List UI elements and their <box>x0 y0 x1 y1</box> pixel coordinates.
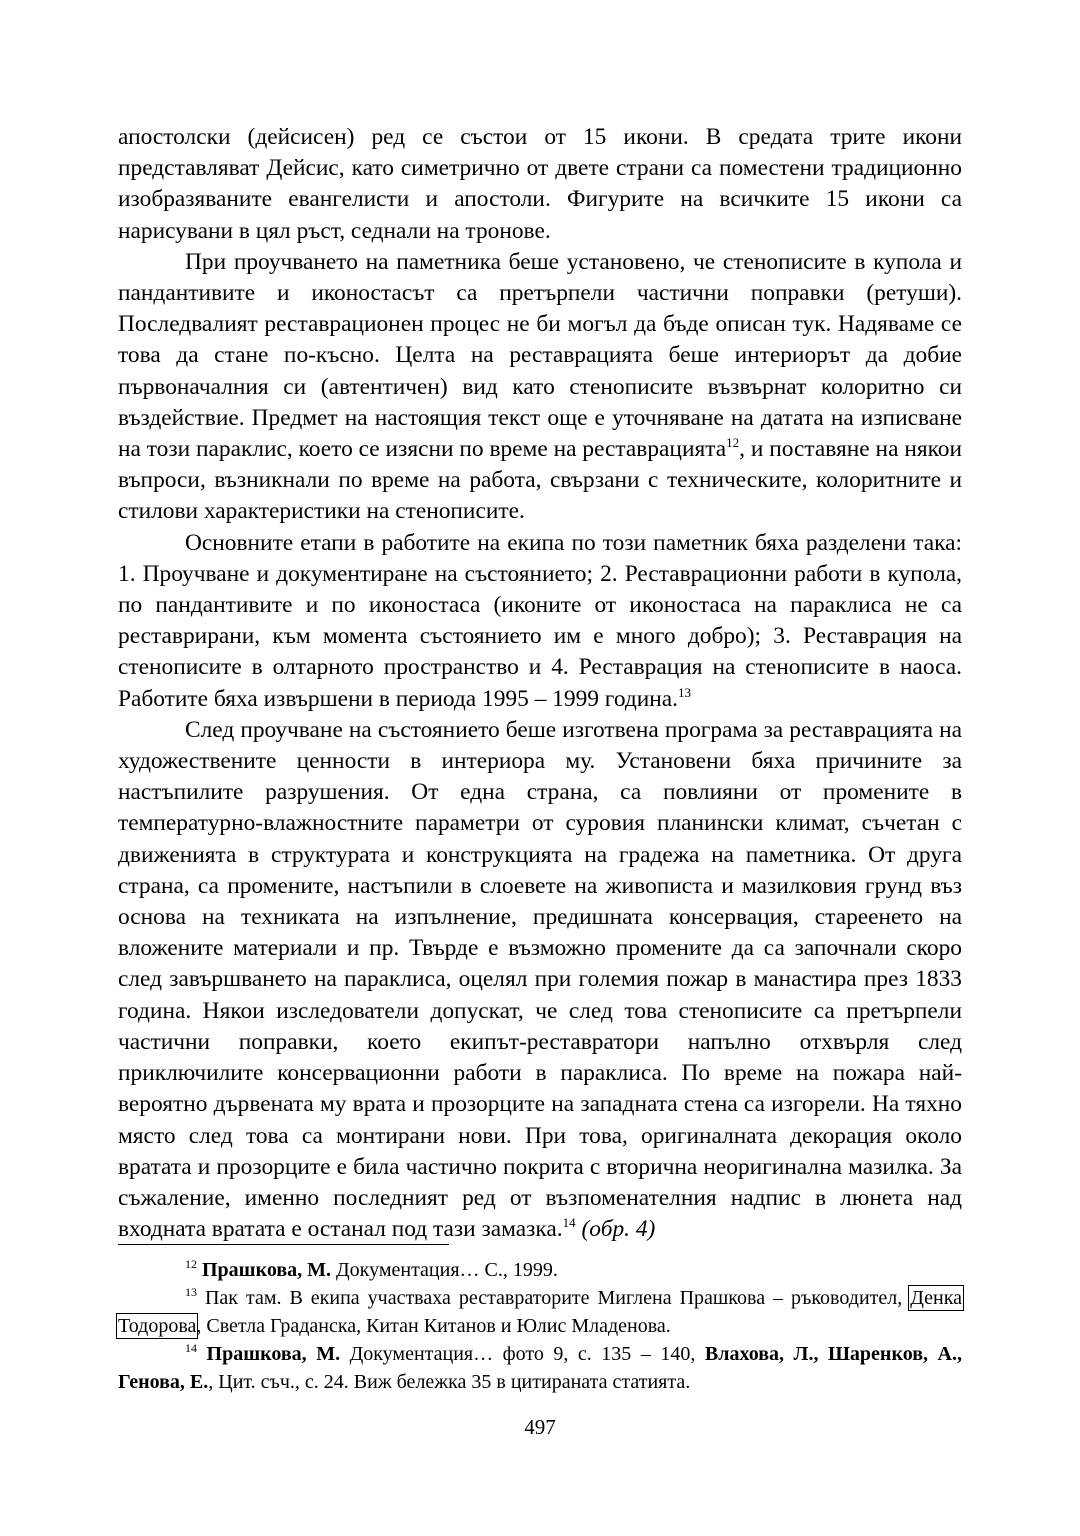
footnote-12-text: Документация… С., 1999. <box>331 1259 558 1281</box>
footnote-14-text-b: , Цит. съч., с. 24. Виж бележка 35 в цитираната статията. <box>208 1371 691 1393</box>
footnote-12 <box>118 1256 962 1284</box>
footnote-13-text-a: Пак там. В екипа участваха реставраторите Миглена Прашкова – ръководител, <box>197 1287 911 1309</box>
footnote-14-author-1: Прашкова, М. <box>206 1343 341 1365</box>
footnote-14-number: 14 <box>185 1341 197 1355</box>
footnote-13 <box>118 1284 962 1340</box>
footnote-14-author-2: Влахова, Л., Шаренков, А., Генова, Е. <box>118 1343 962 1393</box>
paragraph-2-text-b: , и поставяне на някои въпроси, възникнали по време на работа, свързани с техническите, колоритните и стилови характеристики на стенописите. <box>118 436 962 525</box>
paragraph-1-text: апостолски (дейсисен) ред се състои от 15 икони. В средата трите икони представляват Дейсис, като симетрично от двете страни са поместени традиционно изобразяваните евангелисти и апостоли. Фигурите на всичките 15 икони са нарисувани в цял ръст, седнали на тронове. <box>118 124 962 244</box>
footnote-ref-12[interactable]: 12 <box>726 435 740 451</box>
paragraph-4 <box>118 715 962 1245</box>
footnotes <box>118 1256 962 1396</box>
figure-reference[interactable]: (обр. 4) <box>581 1216 656 1243</box>
footnote-14-text-a: Документация… фото 9, с. 135 – 140, <box>340 1343 705 1365</box>
footnote-13-text-b: , Светла Граданска, Китан Китанов и Юлис Младенова. <box>196 1315 671 1337</box>
paragraph-2-text-a: При проучването на паметника беше установено, че стенописите в купола и пандантивите и иконостасът са претърпели частични поправки (ретуши). Последвалият реставрационен процес не би могъл да бъде описан тук. Надяваме се това да стане по-късно. Целта на реставрацията беше интериорът да добие първоначалния си (автентичен) вид като стенописите възвърнат колоритно си въздействие. Предмет на настоящия текст още е уточняване на датата на изписване на този параклис, което се изясни по време на реставрацията <box>118 248 962 463</box>
footnote-ref-13[interactable]: 13 <box>678 684 692 700</box>
body-text <box>118 122 962 1245</box>
paragraph-2 <box>118 247 962 528</box>
footnote-14 <box>118 1340 962 1396</box>
paragraph-3 <box>118 528 962 715</box>
highlighted-name-box[interactable]: Денка Тодорова <box>118 1287 962 1337</box>
paragraph-1 <box>118 122 962 247</box>
paragraph-3-text: Основните етапи в работите на екипа по този паметник бяха разделени така: 1. Проучване и документиране на състоянието; 2. Реставрационни работи в купола, по пандантивите и по иконостаса (иконите от иконостаса на параклиса не са реставрирани, към момента състоянието им е много добро); 3. Реставрация на стенописите в олтарното пространство и 4. Реставрация на стенописите в наоса. Работите бяха извършени в периода 1995 – 1999 година. <box>118 529 962 712</box>
paragraph-4-text: След проучване на състоянието беше изготвена програма за реставрацията на художествените ценности в интериора му. Установени бяха причините за настъпилите разрушения. От една страна, са повлияни от промените в температурно-влажностните параметри от суровия планински климат, съчетан с движенията в структурата и конструкцията на градежа на паметника. От друга страна, са промените, настъпили в слоевете на живописта и мазилковия грунд въз основа на техниката на изпълнение, предишната консервация, стареенето на вложените материали и пр. Твърде е възможно промените да са започнали скоро след завършването на параклиса, оцелял при големия пожар в манастира през 1833 година. Някои изследователи допускат, че след това стенописите са претърпели частични поправки, което екипът-реставратори напълно отхвърля след приключилите консервационни работи в параклиса. По време на пожара най-вероятно дървената му врата и прозорците на западната стена са изгорели. На тяхно място след това са монтирани нови. При това, оригиналната декорация около вратата и прозорците е била частично покрита с вторична неоригинална мазилка. За съжаление, именно последният ред от възпоменателния надпис в люнета над входната вратата е останал под тази замазка. <box>118 716 962 1243</box>
footnote-ref-14[interactable]: 14 <box>562 1215 576 1231</box>
footnote-12-number: 12 <box>185 1257 197 1271</box>
footnote-12-author: Прашкова, М. <box>202 1259 332 1281</box>
footnote-separator <box>118 1244 449 1245</box>
page-number: 497 <box>524 1415 556 1439</box>
footnote-13-number: 13 <box>185 1285 197 1299</box>
